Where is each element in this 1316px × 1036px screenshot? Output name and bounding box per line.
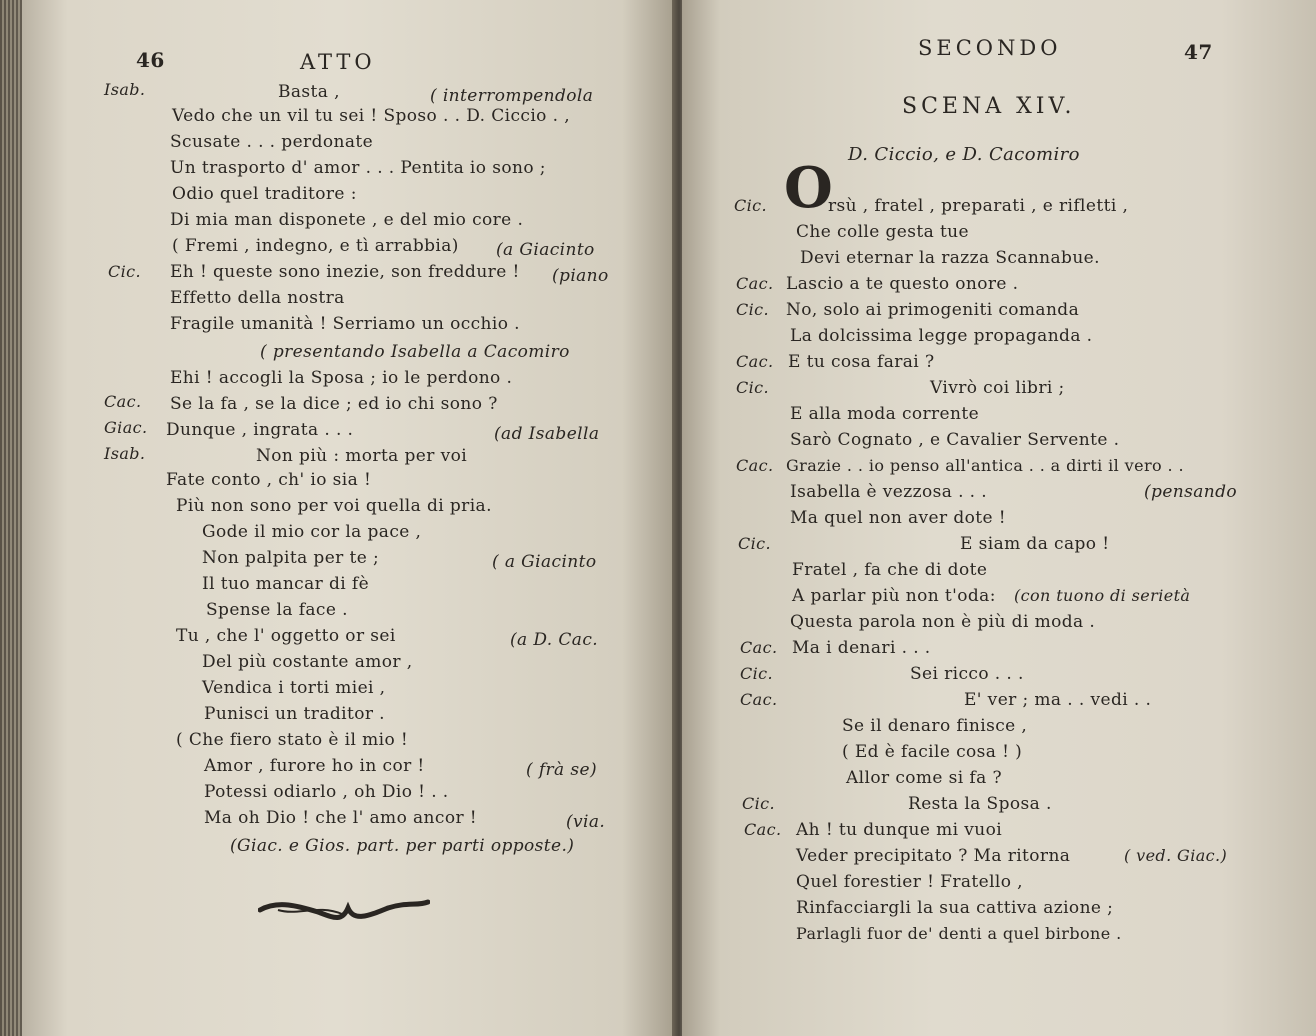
verse-line: Sei ricco . . . (910, 664, 1024, 684)
verse-line: Potessi odiarlo , oh Dio ! . . (204, 782, 449, 802)
verse-line: Gode il mio cor la pace , (202, 522, 422, 542)
stage-direction: (con tuono di serietà (1014, 586, 1191, 605)
verse-line: Del più costante amor , (202, 652, 413, 672)
stage-direction: (piano (552, 266, 609, 286)
speaker: Cic. (740, 664, 774, 683)
speaker: Cac. (740, 638, 778, 657)
verse-line: Vivrò coi libri ; (930, 378, 1065, 398)
verse-line: Fratel , fa che di dote (792, 560, 988, 580)
verse-line: Rinfacciargli la sua cattiva azione ; (796, 898, 1114, 918)
verse-line: Lascio a te questo onore . (786, 274, 1019, 294)
verse-line: Ehi ! accogli la Sposa ; io le perdono . (170, 368, 513, 388)
speaker: Cic. (742, 794, 776, 813)
verse-line: Eh ! queste sono inezie, son freddure ! (170, 262, 520, 282)
verse-line: Allor come si fa ? (846, 768, 1002, 788)
speaker: Cac. (104, 392, 142, 411)
verse-line: E siam da capo ! (960, 534, 1110, 554)
verse-line: Dunque , ingrata . . . (166, 420, 354, 440)
ornament-flourish (258, 896, 430, 928)
verse-line: Amor , furore ho in cor ! (204, 756, 425, 776)
verse-line: Vendica i torti miei , (202, 678, 386, 698)
verse-line: Sarò Cognato , e Cavalier Servente . (790, 430, 1120, 450)
scene-characters: D. Ciccio, e D. Cacomiro (848, 144, 1080, 165)
verse-line: Tu , che l' oggetto or sei (176, 626, 396, 646)
speaker: Cac. (740, 690, 778, 709)
verse-line: Non più : morta per voi (256, 446, 468, 466)
verse-line: ( Ed è facile cosa ! ) (842, 742, 1023, 762)
verse-line: La dolcissima legge propaganda . (790, 326, 1093, 346)
verse-line: Ah ! tu dunque mi vuoi (796, 820, 1003, 840)
running-head-right: SECONDO (918, 36, 1062, 60)
verse-line: E alla moda corrente (790, 404, 980, 424)
verse-line: rsù , fratel , preparati , e rifletti , (828, 196, 1129, 216)
speaker: Giac. (104, 418, 148, 437)
speaker: Cic. (736, 300, 770, 319)
speaker: Cac. (736, 274, 774, 293)
stage-direction: (a Giacinto (496, 240, 595, 260)
stage-direction: (via. (566, 812, 606, 832)
stage-direction: (a D. Cac. (510, 630, 599, 650)
verse-line: Isabella è vezzosa . . . (790, 482, 988, 502)
page-number-left: 46 (136, 48, 165, 72)
verse-line: Ma i denari . . . (792, 638, 931, 658)
speaker: Cac. (744, 820, 782, 839)
stage-direction: ( a Giacinto (492, 552, 597, 572)
verse-line: ( Fremi , indegno, e tì arrabbia) (172, 236, 459, 256)
speaker: Cic. (734, 196, 768, 215)
verse-line: Ma quel non aver dote ! (790, 508, 1006, 528)
verse-line: Odio quel traditore : (172, 184, 357, 204)
verse-line: Veder precipitato ? Ma ritorna (796, 846, 1071, 866)
running-head-left: ATTO (300, 50, 376, 74)
stage-direction: ( interrompendola (430, 86, 594, 106)
verse-line: Effetto della nostra (170, 288, 345, 308)
verse-line: Più non sono per voi quella di pria. (176, 496, 492, 516)
verse-line: Vedo che un vil tu sei ! Sposo . . D. Ciccio . , (172, 106, 571, 126)
verse-line: Quel forestier ! Fratello , (796, 872, 1023, 892)
verse-line: Grazie . . io penso all'antica . . a dirti il vero . . (786, 456, 1185, 475)
verse-line: Parlagli fuor de' denti a quel birbone . (796, 924, 1122, 943)
verse-line: Se la fa , se la dice ; ed io chi sono ? (170, 394, 498, 414)
verse-line: Spense la face . (206, 600, 348, 620)
speaker: Isab. (104, 444, 146, 463)
verse-line: Fragile umanità ! Serriamo un occhio . (170, 314, 520, 334)
verse-line: Non palpita per te ; (202, 548, 380, 568)
page-edges (0, 0, 22, 1036)
speaker: Cic. (738, 534, 772, 553)
speaker: Cac. (736, 352, 774, 371)
speaker: Cac. (736, 456, 774, 475)
stage-direction: (pensando (1144, 482, 1238, 502)
stage-direction: ( presentando Isabella a Cacomiro (260, 342, 570, 362)
verse-line: Di mia man disponete , e del mio core . (170, 210, 524, 230)
verse-line: Punisci un traditor . (204, 704, 385, 724)
verse-line: A parlar più non t'oda: (792, 586, 996, 606)
verse-line: No, solo ai primogeniti comanda (786, 300, 1080, 320)
speaker: Cic. (736, 378, 770, 397)
verse-line: Il tuo mancar di fè (202, 574, 370, 594)
verse-line: Basta , (278, 82, 340, 102)
verse-line: Resta la Sposa . (908, 794, 1052, 814)
speaker: Cic. (108, 262, 142, 281)
verse-line: Ma oh Dio ! che l' amo ancor ! (204, 808, 478, 828)
stage-direction: (ad Isabella (494, 424, 600, 444)
verse-line: E tu cosa farai ? (788, 352, 935, 372)
verse-line: Scusate . . . perdonate (170, 132, 374, 152)
page-number-right: 47 (1184, 40, 1213, 64)
verse-line: Fate conto , ch' io sia ! (166, 470, 372, 490)
speaker: Isab. (104, 80, 146, 99)
verse-line: Questa parola non è più di moda . (790, 612, 1096, 632)
stage-direction: (Giac. e Gios. part. per parti opposte.) (230, 836, 575, 856)
stage-direction: ( frà se) (526, 760, 598, 780)
verse-line: Devi eternar la razza Scannabue. (800, 248, 1100, 268)
stage-direction: ( ved. Giac.) (1124, 846, 1228, 865)
verse-line: E' ver ; ma . . vedi . . (964, 690, 1152, 710)
scene-title: SCENA XIV. (902, 94, 1076, 119)
verse-line: Se il denaro finisce , (842, 716, 1028, 736)
drop-cap: O (784, 155, 833, 221)
verse-line: Un trasporto d' amor . . . Pentita io sono ; (170, 158, 546, 178)
verse-line: Che colle gesta tue (796, 222, 969, 242)
verse-line: ( Che fiero stato è il mio ! (176, 730, 409, 750)
